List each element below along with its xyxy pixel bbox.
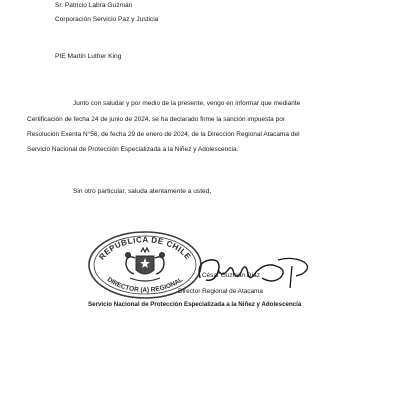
body-line-4: Servicio Nacional de Protección Especializada a la Niñez y Adolescencia. — [27, 146, 239, 153]
signatory-name: César Guzmán Díaz — [202, 272, 260, 279]
signatory-institution: Servicio Nacional de Protección Especializada a la Niñez y Adolescencia — [88, 301, 302, 308]
recipient-name: Sr. Patricio Labra Guzmán — [55, 2, 133, 9]
body-line-1: Junto con saludar y por medio de la presente, vengo en informar que mediante — [73, 100, 301, 107]
body-line-3: Resolución Exenta N°56, de fecha 29 de enero de 2024, de la Dirección Regional Atacama del — [27, 131, 300, 138]
recipient-organization: Corporación Servicio Paz y Justicia — [55, 16, 159, 23]
seal-top-text: REPÚBLICA DE CHILE — [97, 235, 193, 262]
signatory-title: Director Regional de Atacama — [178, 288, 263, 295]
coat-of-arms-icon — [126, 248, 165, 281]
body-line-2: Certificación de fecha 24 de junio de 2024, se ha declarado firme la sanción impuesta por — [27, 116, 285, 123]
program-name: PIE Martin Luther King — [55, 53, 122, 60]
seal-bottom-text: DIRECTOR (A) REGIONAL — [105, 276, 185, 294]
closing-salutation: Sin otro particular, saluda atentamente a usted, — [73, 188, 212, 195]
